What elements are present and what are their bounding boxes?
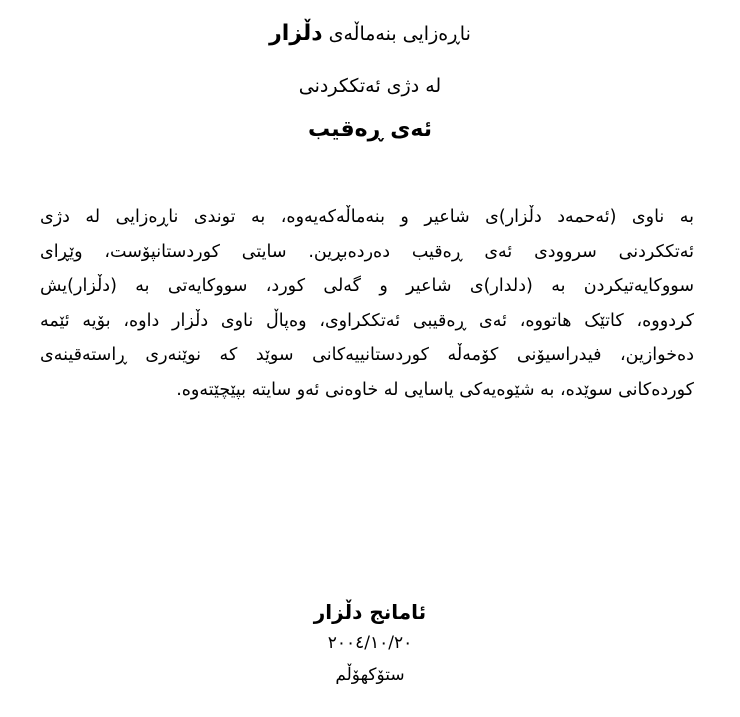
body-line: دەخوازین، فیدراسیۆنی کۆمەڵە کوردستانییەکانی سوێد کە نوێنەری ڕاستەقینەی <box>40 345 694 365</box>
signature-date: ٢٠٠٤/١٠/٢٠ <box>327 633 413 653</box>
title-name: دڵزار <box>269 21 323 46</box>
body-line: ئەتککردنی سروودی ئەی ڕەقیب دەردەبڕین. سایتی کوردستانپۆست، وێڕای <box>40 241 694 262</box>
document-title <box>0 14 740 54</box>
signature-place: ستۆکهۆڵم <box>335 665 405 685</box>
body-paragraph <box>40 200 694 407</box>
body-line: کوردەکانی سوێدە، بە شێوەیەکی یاسایی لە خاوەنی ئەو سایتە بپێچێتەوە. <box>176 379 694 400</box>
body-line: سووکایەتیکردن بە (دلدار)ی شاعیر و گەلی کورد، سووکایەتی بە (دڵزار)یش <box>40 276 694 296</box>
body-line: کردووە، کاتێک هاتووە، ئەی ڕەقیبی ئەتککراوی، وەپاڵ ناوی دڵزار داوە، بۆیە ئێمە <box>40 310 694 331</box>
signature-name: ئامانج دڵزار <box>313 600 427 624</box>
document-subtitle: لە دژی ئەتککردنی <box>298 75 442 97</box>
document-heading: ئەی ڕەقیب <box>307 117 433 142</box>
title-prefix: ناڕەزایی بنەماڵەی <box>328 23 471 45</box>
body-line: بە ناوی (ئەحمەد دڵزار)ی شاعیر و بنەماڵەکەیەوە، بە توندی ناڕەزایی لە دژی <box>40 207 694 227</box>
